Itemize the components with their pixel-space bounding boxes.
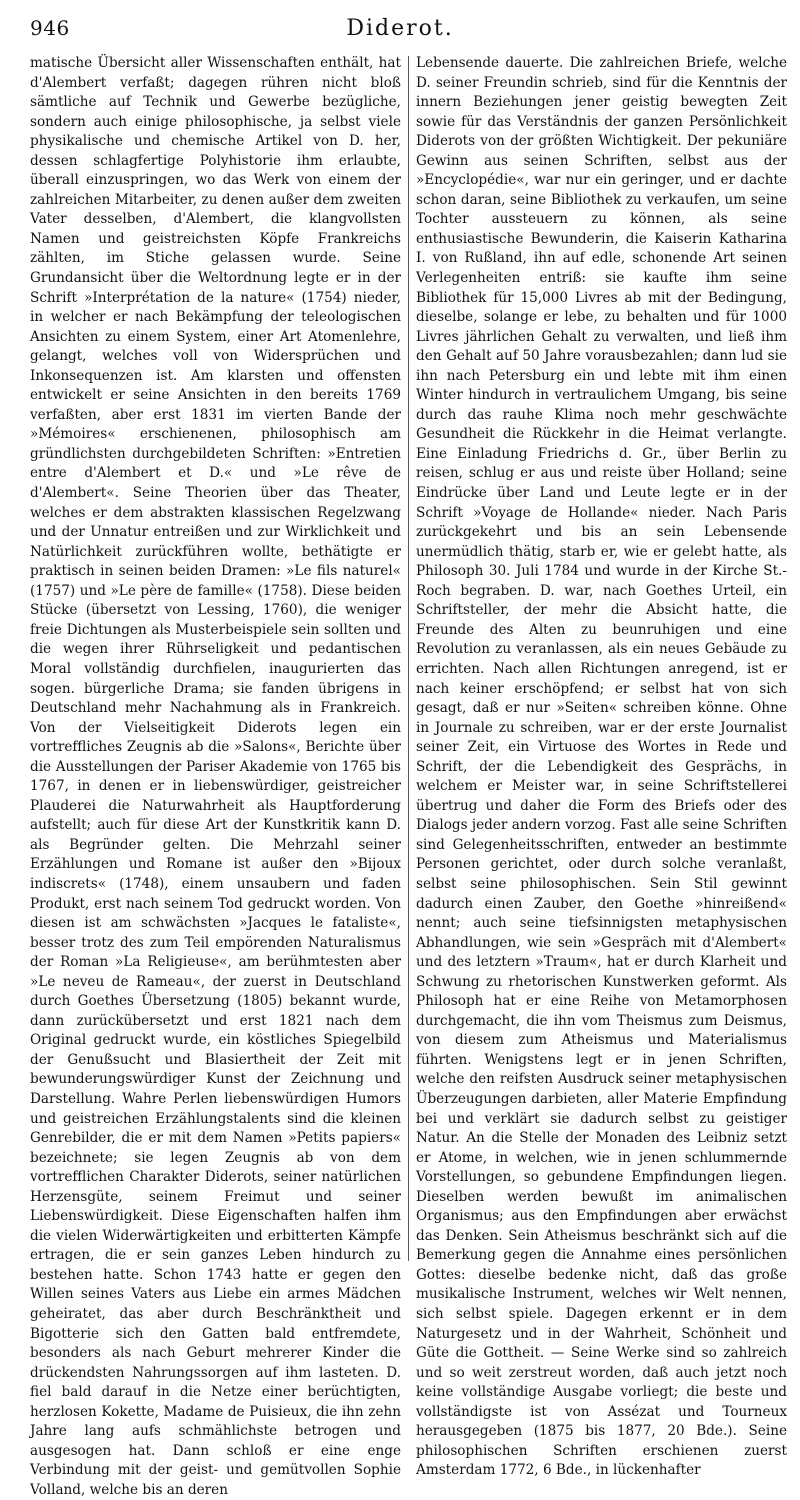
left-column-text: matische Übersicht aller Wissenschaften enthält, hat d'Alembert verfaßt; dagegen rühren nicht bloß sämtliche auf Technik und Gewerbe bezügliche, sondern auch einige philosophische, ja selbst viele physikalische und chemische Artikel von D. her, dessen schlagfertige Polyhistorie ihm erlaubte, überall einzuspringen, wo das Werk von einem der zahlreichen Mitarbeiter, zu denen außer dem zweiten Vater desselben, d'Alembert, die klangvollsten Namen und geistreichsten Köpfe Frankreichs zählten, im Stiche gelassen wurde. Seine Grundansicht über die Weltordnung legte er in der Schrift »Interprétation de la nature« (1754) nieder, in welcher er nach Bekämpfung der teleologischen Ansichten zu einem System, einer Art Atomenlehre, gelangt, welches voll von Widersprüchen und Inkonsequenzen ist. Am klarsten und offensten entwickelt er seine Ansichten in den bereits 1769 verfaßten, aber erst 1831 im vierten Bande der »Mémoires« erschienenen, philosophisch am gründlichsten durchgebildeten Schriften: »Entretien entre d'Alembert et D.« und »Le rêve de d'Alembert«. Seine Theorien über das Theater, welches er dem abstrakten klassischen Regelzwang und der Unnatur entreißen und zur Wirklichkeit und Natürlichkeit zurückführen wollte, bethätigte er praktisch in seinen beiden Dramen: »Le fils naturel« (1757) und »Le père de famille« (1758). Diese beiden Stücke (übersetzt von Lessing, 1760), die weniger freie Dichtungen als Musterbeispiele sein sollten und die wegen ihrer Rührseligkeit und pedantischen Moral vollständig durchfielen, inaugurierten das sogen. bürgerliche Drama; sie fanden übrigens in Deutschland mehr Nachahmung als in Frankreich. Von der Vielseitigkeit Diderots legen ein vortreffliches Zeugnis ab die »Salons«, Berichte über die Ausstellungen der Pariser Akademie von 1765 bis 1767, in denen er in liebenswürdiger, geistreicher Plauderei die Naturwahrheit als Hauptforderung aufstellt; auch für diese Art der Kunstkritik kann D. als Begründer gelten. Die Mehrzahl seiner Erzählungen und Romane ist außer den »Bijoux indiscrets« (1748), einem unsaubern und faden Produkt, erst nach seinem Tod gedruckt worden. Von diesen ist am schwächsten »Jacques le fataliste«, besser trotz des zum Teil empörenden Naturalismus der Roman »La Religieuse«, am berühmtesten aber »Le neveu de Rameau«, der zuerst in Deutschland durch Goethes Übersetzung (1805) bekannt wurde, dann zurückübersetzt und erst 1821 nach dem Original gedruckt wurde, ein köstliches Spiegelbild der Genußsucht und Blasiertheit der Zeit mit bewunderungswürdiger Kunst der Zeichnung und Darstellung. Wahre Perlen liebenswürdigen Humors und geistreichen Erzählungstalents sind die kleinen Genrebilder, die er mit dem Namen »Petits papiers« bezeichnete; sie legen Zeugnis ab von dem vortrefflichen Charakter Diderots, seiner natürlichen Herzensgüte, seinem Freimut und seiner Liebenswürdigkeit. Diese Eigenschaften halfen ihm die vielen Widerwärtigkeiten und erbitterten Kämpfe ertragen, die er sein ganzes Leben hindurch zu bestehen hatte. Schon 1743 hatte er gegen den Willen seines Vaters aus Liebe ein armes Mädchen geheiratet, das aber durch Beschränktheit und Bigotterie sich den Gatten bald entfremdete, besonders als nach Geburt mehrerer Kinder die drückendsten Nahrungssorgen auf ihm lasteten. D. fiel bald darauf in die Netze einer berüchtigten, herzlosen Kokette, Madame de Puisieux, die ihn zehn Jahre lang aufs schmählichste betrogen und ausgesogen hat. Dann schloß er eine enge Verbindung mit der geist- und gemütvollen Sophie Volland, welche bis an deren [30,55,401,1498]
page-header [30,10,770,50]
running-head: Diderot. [346,16,454,41]
right-column-text: Lebensende dauerte. Die zahlreichen Briefe, welche D. seiner Freundin schrieb, sind für die Kenntnis der innern Beziehungen jener geistig bewegten Zeit sowie für das Verständnis der ganzen Persönlichkeit Diderots von der größten Wichtigkeit. Der pekuniäre Gewinn aus seinen Schriften, selbst aus der »Encyclopédie«, war nur ein geringer, und er dachte schon daran, seine Bibliothek zu verkaufen, um seine Tochter aussteuern zu können, als seine enthusiastische Bewunderin, die Kaiserin Katharina I. von Rußland, ihn auf edle, schonende Art seinen Verlegenheiten entriß: sie kaufte ihm seine Bibliothek für 15,000 Livres ab mit der Bedingung, dieselbe, solange er lebe, zu behalten und für 1000 Livres jährlichen Gehalt zu verwalten, und ließ ihm den Gehalt auf 50 Jahre vorausbezahlen; dann lud sie ihn nach Petersburg ein und lebte mit ihm einen Winter hindurch in vertraulichem Umgang, bis seine durch das rauhe Klima noch mehr geschwächte Gesundheit die Rückkehr in die Heimat verlangte. Eine Einladung Friedrichs d. Gr., über Berlin zu reisen, schlug er aus und reiste über Holland; seine Eindrücke über Land und Leute legte er in der Schrift »Voyage de Hollande« nieder. Nach Paris zurückgekehrt und bis an sein Lebensende unermüdlich thätig, starb er, wie er gelebt hatte, als Philosoph 30. Juli 1784 und wurde in der Kirche St.-Roch begraben. D. war, nach Goethes Urteil, ein Schriftsteller, der mehr die Absicht hatte, die Freunde des Alten zu beunruhigen und eine Revolution zu veranlassen, als ein neues Gebäude zu errichten. Nach allen Richtungen anregend, ist er nach keiner erschöpfend; er selbst hat von sich gesagt, daß er nur »Seiten« schreiben könne. Ohne in Journale zu schreiben, war er der erste Journalist seiner Zeit, ein Virtuose des Wortes in Rede und Schrift, der die Lebendigkeit des Gesprächs, in welchem er Meister war, in seine Schriftstellerei übertrug und daher die Form des Briefs oder des Dialogs jeder andern vorzog. Fast alle seine Schriften sind Gelegenheitsschriften, entweder an bestimmte Personen gerichtet, oder durch solche veranlaßt, selbst seine philosophischen. Sein Stil gewinnt dadurch einen Zauber, den Goethe »hinreißend« nennt; auch seine tiefsinnigsten metaphysischen Abhandlungen, wie sein »Gespräch mit d'Alembert« und des letztern »Traum«, hat er durch Klarheit und Schwung zu rhetorischen Kunstwerken geformt. Als Philosoph hat er eine Reihe von Metamorphosen durchgemacht, die ihn vom Theismus zum Deismus, von diesem zum Atheismus und Materialismus führten. Wenigstens legt er in jenen Schriften, welche den reifsten Ausdruck seiner metaphysischen Überzeugungen darbieten, aller Materie Empfindung bei und verklärt sie dadurch selbst zu geistiger Natur. An die Stelle der Monaden des Leibniz setzt er Atome, in welchen, wie in jenen schlummernde Vorstellungen, so gebundene Empfindungen liegen. Dieselben werden bewußt im animalischen Organismus; aus den Empfindungen aber erwächst das Denken. Sein Atheismus beschränkt sich auf die Bemerkung gegen die Annahme eines persönlichen Gottes: dieselbe bedenke nicht, daß das große musikalische Instrument, welches wir Welt nennen, sich selbst spiele. Dagegen erkennt er in dem Naturgesetz und in der Wahrheit, Schönheit und Güte die Gottheit. — Seine Werke sind so zahlreich und so weit zerstreut worden, daß auch jetzt noch keine vollständige Ausgabe vorliegt; die beste und vollständigste ist von Assézat und Tourneux herausgegeben (1875 bis 1877, 20 Bde.). Seine philosophischen Schriften erschienen zuerst Amsterdam 1772, 6 Bde., in lückenhafter [416,55,787,1479]
column-divider [408,56,409,1261]
page-number: 946 [30,16,70,40]
text-columns [30,54,787,1498]
right-column [416,54,787,1479]
left-column [30,54,401,1498]
